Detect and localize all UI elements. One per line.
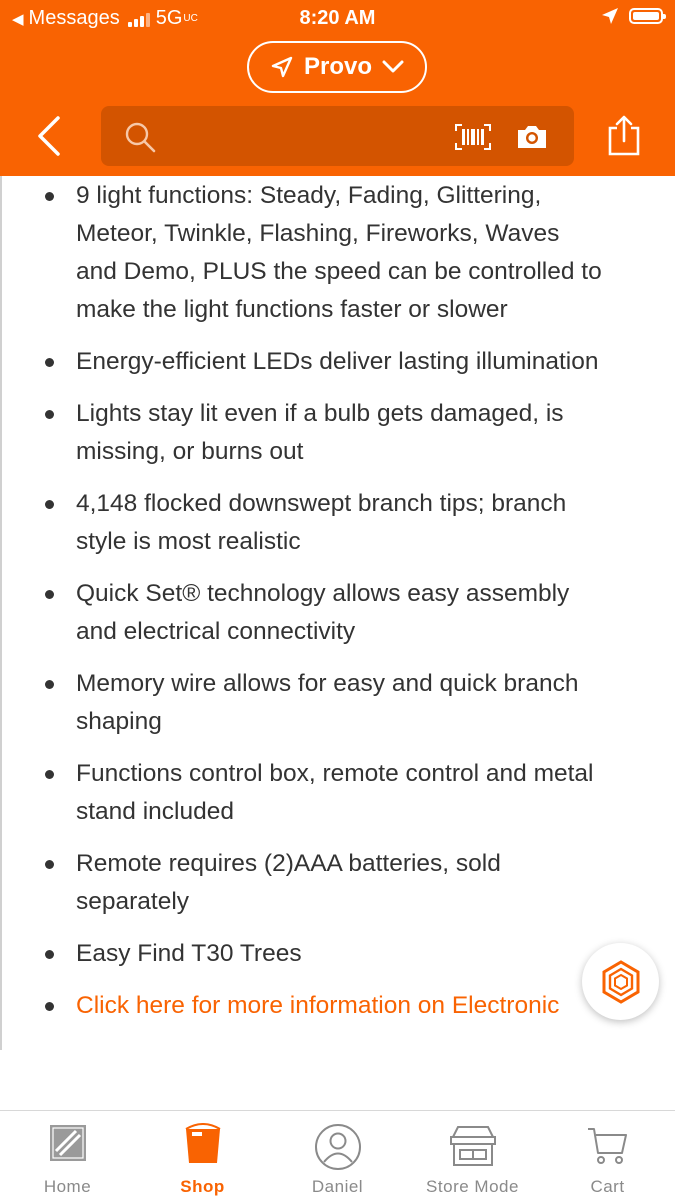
- cart-icon: [586, 1123, 630, 1167]
- network-suffix: UC: [183, 13, 198, 24]
- network-label: 5G: [155, 7, 183, 29]
- chevron-down-icon: [382, 60, 404, 74]
- tab-label: Daniel: [311, 1177, 364, 1196]
- tab-store-mode[interactable]: [405, 1111, 540, 1201]
- tab-cart[interactable]: [540, 1111, 675, 1201]
- hexagon-assistant-icon: [598, 959, 644, 1005]
- back-triangle-icon: ◀: [12, 10, 24, 28]
- bottom-tab-bar: [0, 1110, 675, 1201]
- product-features-section: [0, 176, 675, 1050]
- home-depot-logo-icon: [48, 1123, 88, 1163]
- status-time: 8:20 AM: [299, 7, 376, 29]
- assistant-button[interactable]: [582, 943, 659, 1020]
- tab-home[interactable]: [0, 1111, 135, 1201]
- search-input[interactable]: [171, 118, 415, 156]
- feature-item: Easy Find T30 Trees: [2, 935, 662, 973]
- status-bar: [0, 0, 675, 36]
- search-bar[interactable]: [101, 106, 574, 166]
- feature-item: Memory wire allows for easy and quick branch shaping: [2, 665, 662, 741]
- feature-list: [2, 176, 662, 1039]
- feature-item: Functions control box, remote control and metal stand included: [2, 755, 662, 831]
- tab-label: Shop: [180, 1177, 225, 1196]
- chevron-left-icon: [30, 112, 70, 160]
- barcode-scan-icon[interactable]: [454, 123, 492, 151]
- user-icon: [314, 1123, 362, 1171]
- bucket-icon: [183, 1123, 223, 1165]
- feature-item: 9 light functions: Steady, Fading, Glittering, Meteor, Twinkle, Flashing, Fireworks, Waves and Demo, PLUS the speed can be controlled to make the light functions faster or slower: [2, 177, 662, 329]
- store-icon: [448, 1123, 498, 1167]
- feature-item: 4,148 flocked downswept branch tips; branch style is most realistic: [2, 485, 662, 561]
- more-info-link[interactable]: Click here for more information on Electronic: [2, 987, 662, 1025]
- share-icon: [606, 114, 642, 158]
- feature-item: Quick Set® technology allows easy assembly and electrical connectivity: [2, 575, 662, 651]
- back-app-label: Messages: [28, 7, 120, 29]
- app-header: [0, 0, 675, 176]
- camera-icon[interactable]: [515, 123, 549, 151]
- store-location-selector[interactable]: [247, 41, 427, 93]
- feature-item: Remote requires (2)AAA batteries, sold separately: [2, 845, 662, 921]
- search-icon: [123, 120, 157, 154]
- feature-item: Energy-efficient LEDs deliver lasting illumination: [2, 343, 662, 381]
- tab-account[interactable]: [270, 1111, 405, 1201]
- location-arrow-icon: [270, 55, 294, 79]
- battery-icon: [629, 8, 663, 24]
- tab-label: Cart: [590, 1177, 625, 1196]
- back-button[interactable]: [30, 112, 70, 160]
- tab-shop[interactable]: [135, 1111, 270, 1201]
- store-location-label: Provo: [303, 53, 372, 80]
- tab-label: Home: [43, 1177, 92, 1196]
- share-button[interactable]: [606, 114, 642, 163]
- feature-item: Lights stay lit even if a bulb gets damaged, is missing, or burns out: [2, 395, 662, 471]
- location-arrow-icon: [601, 7, 619, 25]
- tab-label: Store Mode: [426, 1177, 519, 1196]
